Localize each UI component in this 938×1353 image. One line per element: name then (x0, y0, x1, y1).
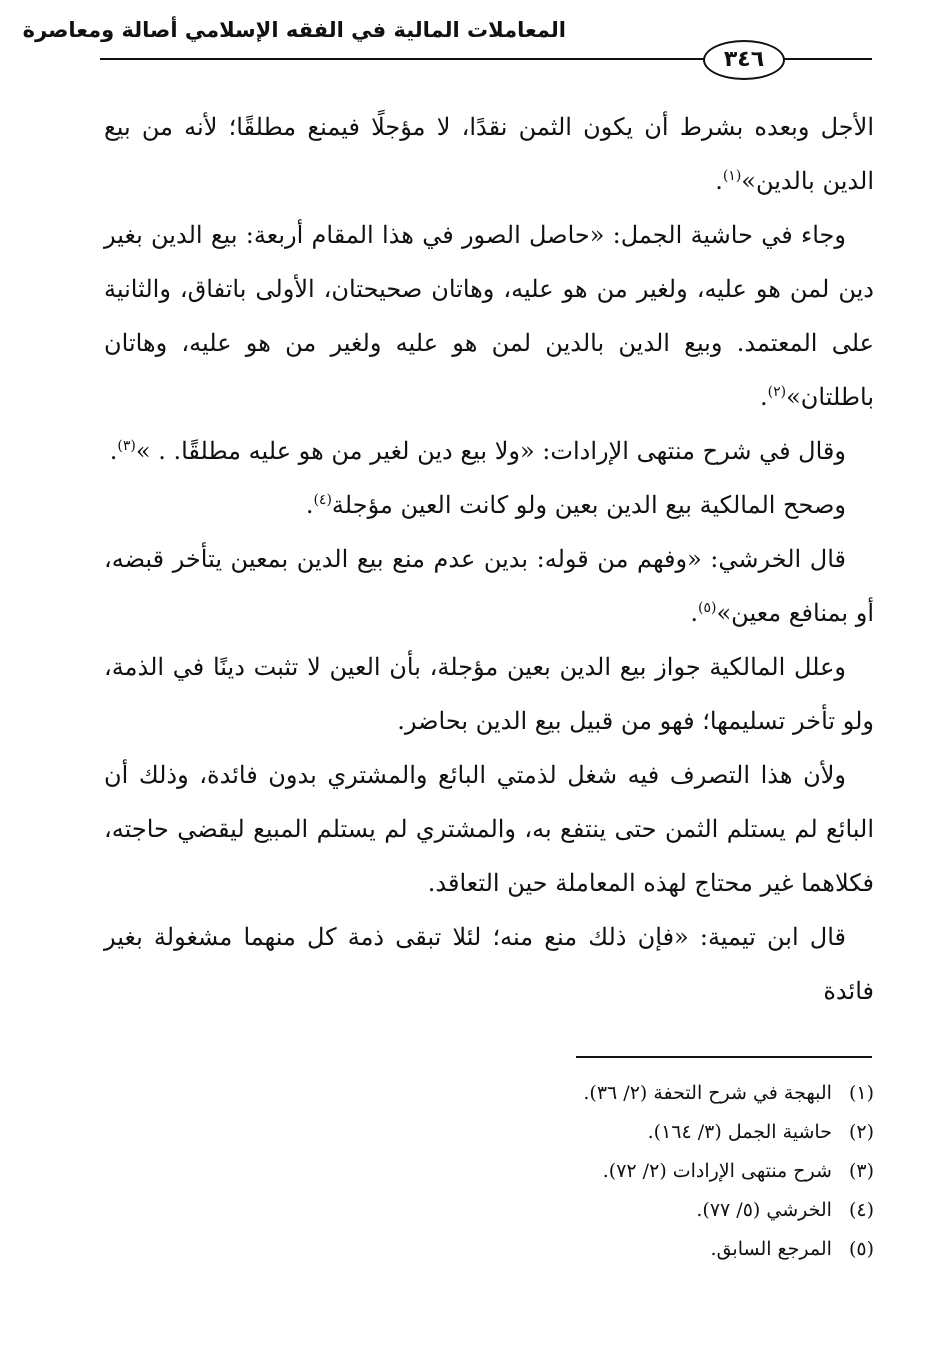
paragraph: قال ابن تيمية: «فإن ذلك منع منه؛ لئلا تبقى ذمة كل منهما مشغولة بغير فائدة (104, 923, 874, 1005)
footnote-number: (١) (848, 1082, 874, 1104)
running-header-title: المعاملات المالية في الفقه الإسلامي أصالة ومعاصرة (22, 18, 566, 42)
footnote-number: (٤) (848, 1199, 874, 1221)
paragraph: وصحح المالكية بيع الدين بعين ولو كانت العين مؤجلة$^{(٤)}$. (305, 491, 846, 519)
footnote-number: (٢) (848, 1121, 874, 1143)
footnote-item (354, 1074, 874, 1113)
footnote-rule (576, 1056, 872, 1058)
page-number: ٣٤٦ (703, 40, 785, 80)
paragraph: وعلل المالكية جواز بيع الدين بعين مؤجلة، بأن العين لا تثبت دينًا في الذمة، ولو تأخر تسليمها؛ فهو من قبيل بيع الدين بحاضر. (104, 653, 874, 735)
footnote-text: المرجع السابق. (710, 1238, 832, 1260)
footnote-number: (٥) (848, 1238, 874, 1260)
footnote-text: البهجة في شرح التحفة (٢/ ٣٦). (583, 1082, 832, 1104)
footnote-ref[interactable]: (١) (722, 168, 742, 184)
footnote-text: شرح منتهى الإرادات (٢/ ٧٢). (602, 1160, 832, 1182)
paragraph: وجاء في حاشية الجمل: «حاصل الصور في هذا المقام أربعة: بيع الدين بغير دين لمن هو عليه، ولغير من هو عليه، وهاتان صحيحتان، الأولى باتفاق، والثانية على المعتمد. وبيع الدين بالدين لمن هو عليه ولغير من هو عليه، وهاتان باطلتان»$^{(٢)}$. (104, 221, 874, 411)
footnote-ref[interactable]: (٢) (767, 384, 787, 400)
footnote-ref[interactable]: (٣) (117, 438, 136, 454)
footnote-ref[interactable]: (٥) (698, 600, 717, 616)
footnote-item (354, 1191, 874, 1230)
footnote-item (354, 1152, 874, 1191)
footnote-text: حاشية الجمل (٣/ ١٦٤). (647, 1121, 832, 1143)
footnote-item (354, 1230, 874, 1269)
footnotes (354, 1074, 874, 1269)
paragraph: الأجل وبعده بشرط أن يكون الثمن نقدًا، لا مؤجلًا فيمنع مطلقًا؛ لأنه من بيع الدين بالدين»$^{(١)}$. (104, 113, 874, 195)
footnote-number: (٣) (848, 1160, 874, 1182)
paragraph: وقال في شرح منتهى الإرادات: «ولا بيع دين لغير من هو عليه مطلقًا. . »$^{(٣)}$. (109, 437, 846, 465)
paragraph: ولأن هذا التصرف فيه شغل لذمتي البائع والمشتري بدون فائدة، وذلك أن البائع لم يستلم الثمن حتى ينتفع به، والمشتري لم يستلم المبيع ليقضي حاجته، فكلاهما غير محتاج لهذه المعاملة حين التعاقد. (104, 761, 874, 897)
body-text (104, 100, 874, 1018)
paragraph: قال الخرشي: «وفهم من قوله: بدين عدم منع بيع الدين بمعين يتأخر قبضه، أو بمنافع معين»$^{(٥)}$. (104, 545, 874, 627)
footnote-item (354, 1113, 874, 1152)
footnote-text: الخرشي (٥/ ٧٧). (696, 1199, 832, 1221)
footnote-ref[interactable]: (٤) (313, 492, 332, 508)
